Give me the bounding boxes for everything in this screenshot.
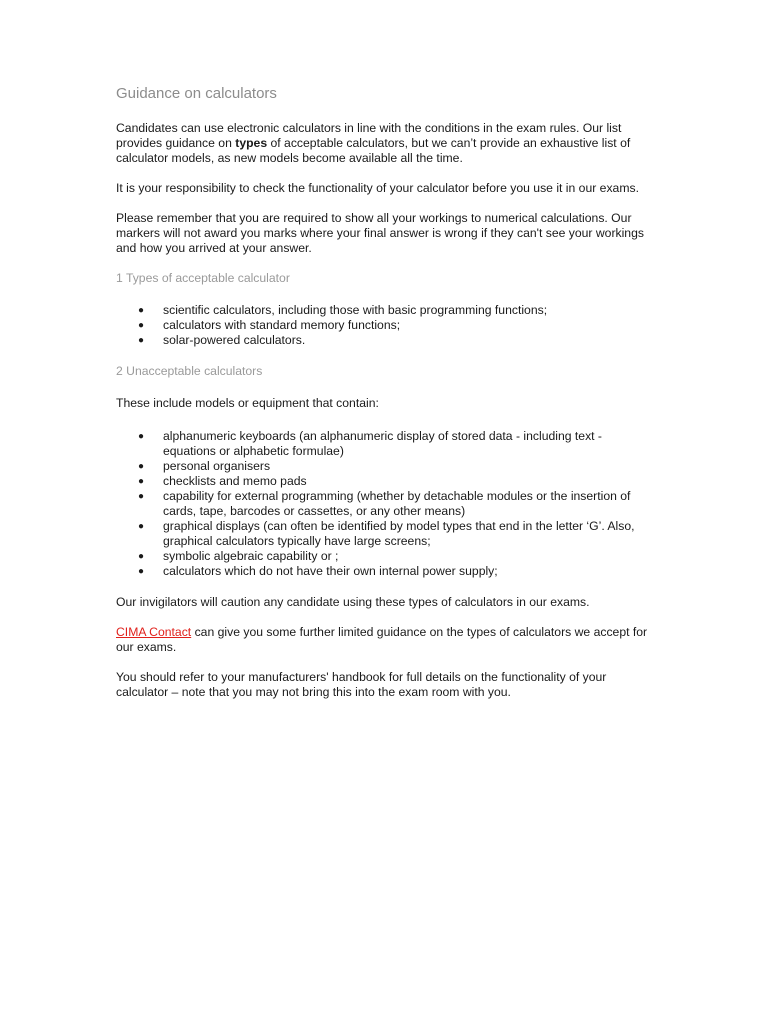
bullet-icon: ●	[138, 335, 145, 346]
bullet-icon: ●	[138, 431, 145, 442]
bullet-icon: ●	[138, 521, 145, 532]
intro-text-start: Candidates can use electronic calculators in line with the conditions in the exam rules. Our list provides guidance on	[116, 121, 622, 150]
acceptable-list	[116, 303, 656, 348]
handbook-paragraph: You should refer to your manufacturers' handbook for full details on the functionality of your calculator – note that you may not bring this into the exam room with you.	[116, 670, 607, 699]
list-item	[116, 429, 656, 459]
bullet-icon: ●	[138, 461, 145, 472]
list-item-text: personal organisers	[163, 459, 271, 473]
bullet-icon: ●	[138, 320, 145, 331]
list-item	[116, 549, 656, 564]
responsibility-paragraph: It is your responsibility to check the functionality of your calculator before you use it in our exams.	[116, 181, 639, 195]
bullet-icon: ●	[138, 551, 145, 562]
list-item-text: checklists and memo pads	[163, 474, 307, 488]
contact-paragraph	[116, 625, 656, 655]
list-item	[116, 474, 656, 489]
caution-paragraph: Our invigilators will caution any candidate using these types of calculators in our exams.	[116, 595, 590, 609]
bullet-icon: ●	[138, 491, 145, 502]
list-item	[116, 303, 656, 318]
list-item-text: scientific calculators, including those with basic programming functions;	[163, 303, 548, 317]
list-item-text: alphanumeric keyboards (an alphanumeric display of stored data - including text - equations or alphabetic formulae)	[163, 429, 602, 458]
intro-text-end: of acceptable calculators, but we can’t provide an exhaustive list of calculator models, as new models become available all the time.	[116, 136, 631, 165]
list-item-text: capability for external programming (whether by detachable modules or the insertion of cards, tape, barcodes or cassettes, or any other means)	[163, 489, 631, 518]
workings-paragraph: Please remember that you are required to show all your workings to numerical calculations. Our markers will not award you marks where your final answer is wrong if they can't see your workings and how you arrived at your answer.	[116, 211, 644, 255]
bullet-icon: ●	[138, 305, 145, 316]
list-item-text: calculators with standard memory functions;	[163, 318, 401, 332]
unacceptable-list	[116, 429, 656, 579]
bullet-icon: ●	[138, 566, 145, 577]
section-heading-unacceptable: 2 Unacceptable calculators	[116, 364, 263, 378]
list-item	[116, 459, 656, 474]
list-item	[116, 333, 656, 348]
intro-paragraph	[116, 121, 656, 166]
document-title: Guidance on calculators	[116, 85, 277, 102]
intro-bold-types: types	[235, 136, 268, 150]
bullet-icon: ●	[138, 476, 145, 487]
list-item	[116, 318, 656, 333]
contact-text: can give you some further limited guidance on the types of calculators we accept for our exams.	[116, 625, 648, 654]
list-item-text: solar-powered calculators.	[163, 333, 306, 347]
list-item-text: calculators which do not have their own internal power supply;	[163, 564, 498, 578]
list-item	[116, 489, 656, 519]
section-heading-acceptable: 1 Types of acceptable calculator	[116, 271, 290, 285]
cima-contact-link[interactable]: CIMA Contact	[116, 625, 192, 639]
document-page	[116, 84, 656, 715]
list-item	[116, 519, 656, 549]
unacceptable-lead: These include models or equipment that contain:	[116, 396, 379, 410]
list-item	[116, 564, 656, 579]
list-item-text: graphical displays (can often be identified by model types that end in the letter ‘G’. Also, graphical calculators typically have large screens;	[163, 519, 635, 548]
list-item-text: symbolic algebraic capability or ;	[163, 549, 339, 563]
